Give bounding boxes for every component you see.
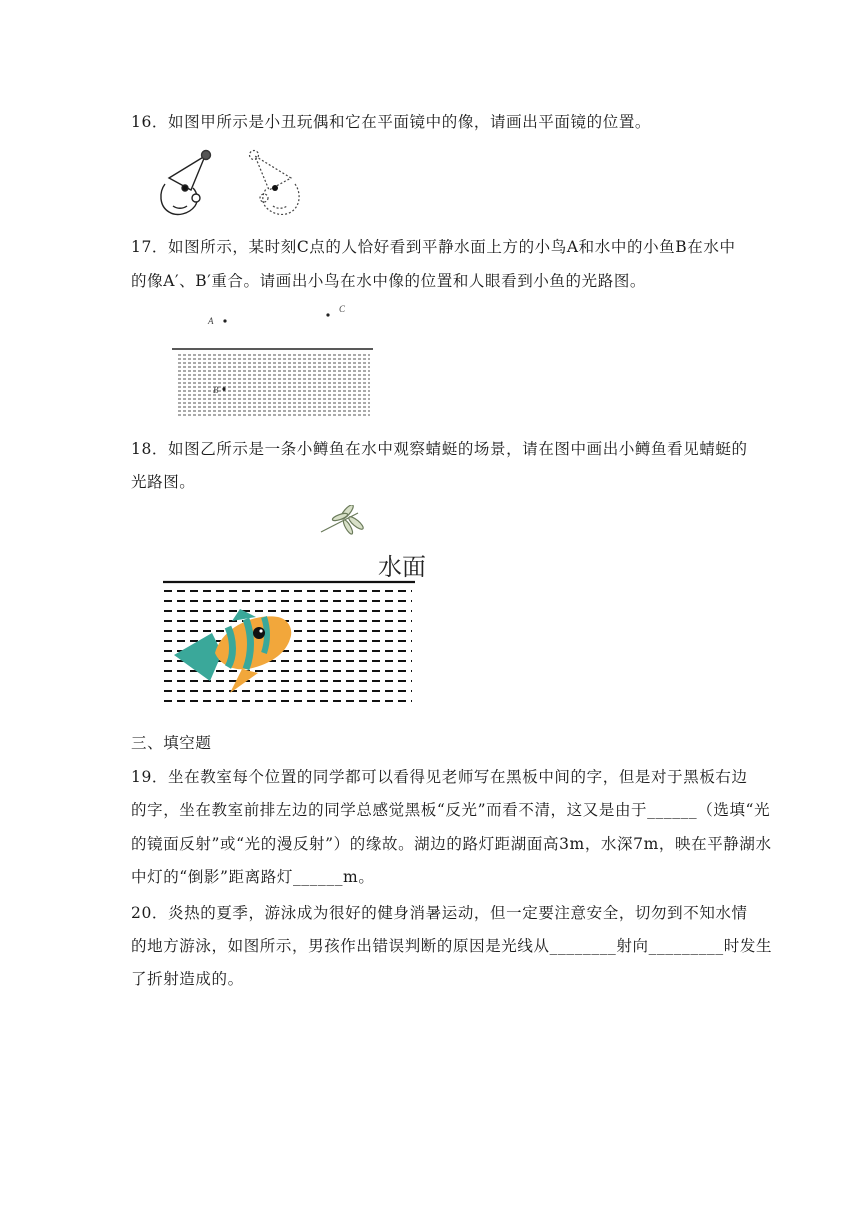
- label-b: B: [213, 385, 219, 395]
- q16-text: 16．如图甲所示是小丑玩偶和它在平面镜中的像，请画出平面镜的位置。: [131, 113, 652, 131]
- bird-fish-diagram: [170, 300, 380, 426]
- q18-text-line1: 18．如图乙所示是一条小鳟鱼在水中观察蜻蜓的场景，请在图中画出小鳟鱼看见蜻蜓的: [131, 440, 748, 458]
- q20-text-line3: 了折射造成的。: [131, 970, 244, 988]
- clown-figure: [155, 148, 305, 224]
- water-dashes: [178, 355, 370, 415]
- q17-text-line1: 17．如图所示，某时刻C点的人恰好看到平静水面上方的小鸟A和水中的小鱼B在水中: [131, 238, 736, 256]
- point-b: [222, 387, 225, 390]
- q19-text-line3: 的镜面反射”或“光的漫反射”）的缘故。湖边的路灯距湖面高3m，水深7m，映在平静湖水: [131, 835, 772, 853]
- q19-text-line2: 的字，坐在教室前排左边的同学总感觉黑板“反光”而看不清，这又是由于______（选填“光: [131, 801, 771, 819]
- water-surface-label: 水面: [378, 554, 426, 581]
- dragonfly-icon: [321, 505, 365, 535]
- point-c: [326, 313, 329, 316]
- clown-icon: [161, 151, 211, 215]
- label-a: A: [208, 316, 214, 326]
- q19-text-line4: 中灯的“倒影”距离路灯______m。: [131, 868, 375, 886]
- clown-image-icon: [250, 151, 300, 215]
- q20-text-line2: 的地方游泳，如图所示，男孩作出错误判断的原因是光线从________射向_________时发生: [131, 937, 773, 955]
- label-c: C: [339, 304, 346, 314]
- q19-text-line1: 19．坐在教室每个位置的同学都可以看得见老师写在黑板中间的字，但是对于黑板右边: [131, 768, 748, 786]
- trout-dragonfly-diagram: [160, 505, 445, 714]
- point-a: [223, 319, 226, 322]
- q18-text-line2: 光路图。: [131, 473, 196, 491]
- section-title: 三、填空题: [131, 734, 212, 752]
- q20-text-line1: 20．炎热的夏季，游泳成为很好的健身消暑运动，但一定要注意安全，切勿到不知水情: [131, 904, 748, 922]
- q17-text-line2: 的像A′、B′重合。请画出小鸟在水中像的位置和人眼看到小鱼的光路图。: [131, 272, 647, 290]
